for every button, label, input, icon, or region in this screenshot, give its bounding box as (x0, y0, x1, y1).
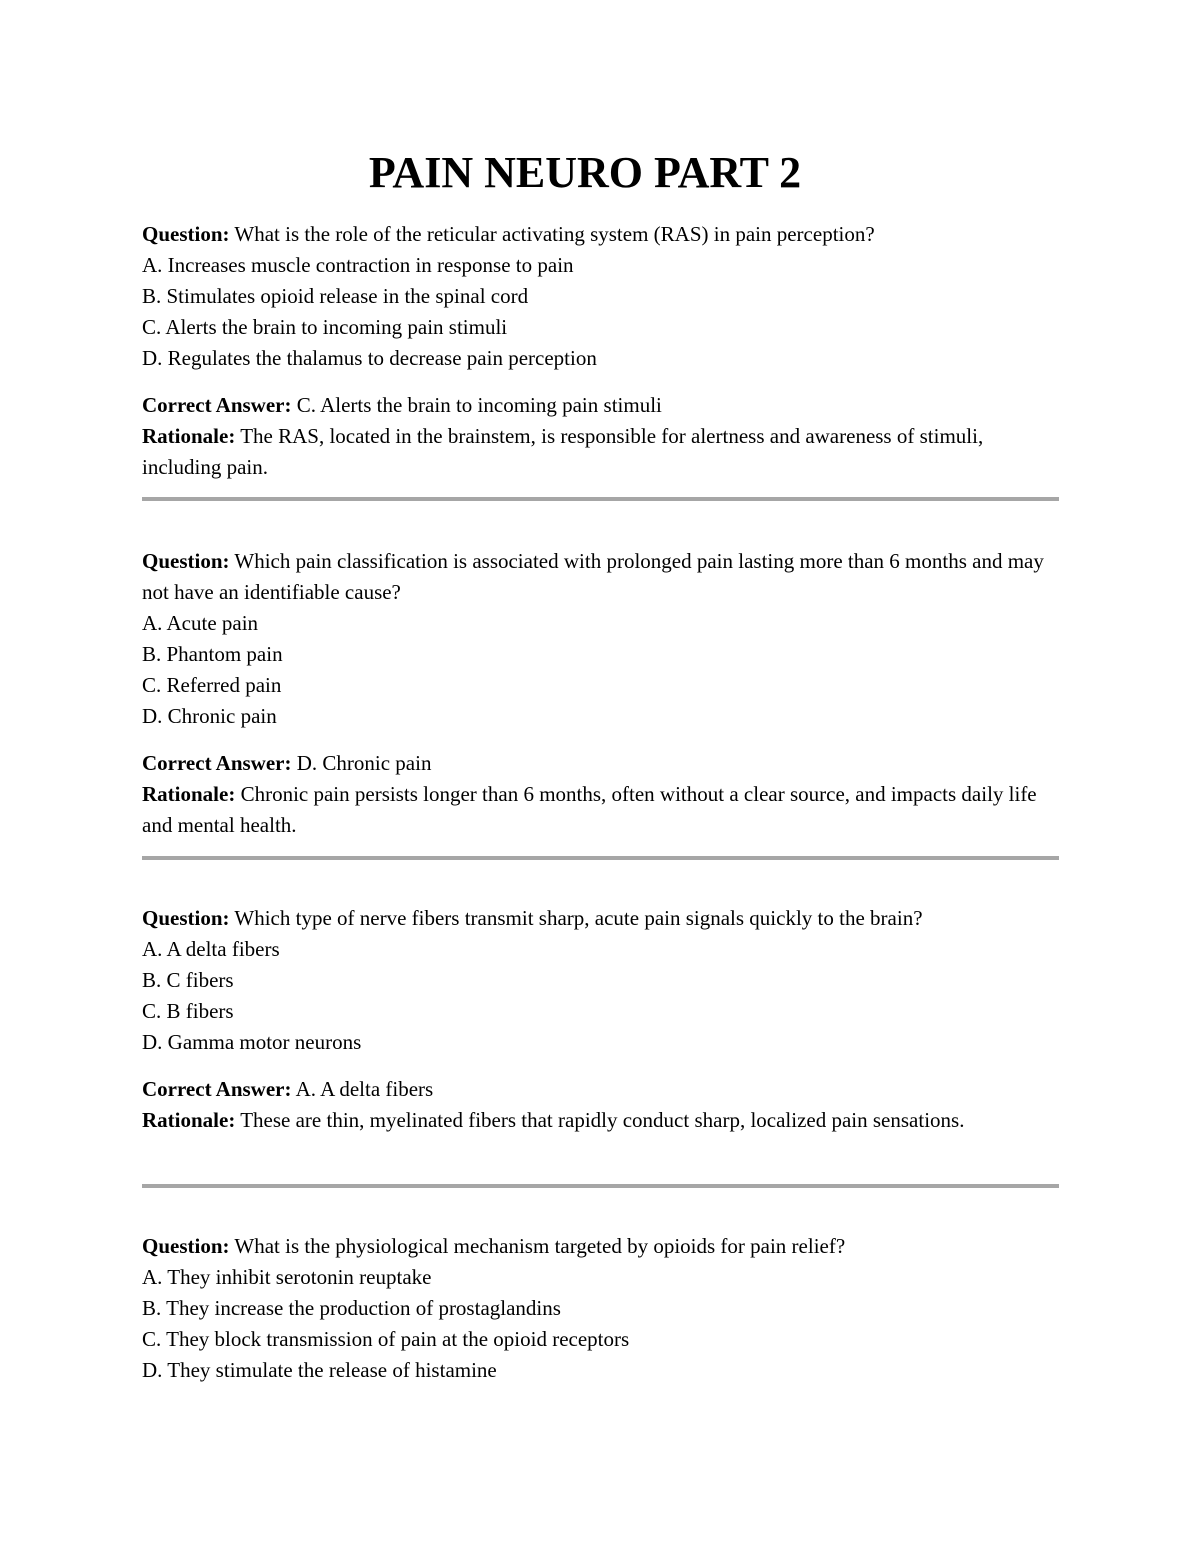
question-label: Question: (142, 906, 230, 930)
question-body: Which type of nerve fibers transmit sharp, acute pain signals quickly to the brain? (234, 906, 923, 930)
correct-answer (142, 1074, 1062, 1105)
question-text (142, 903, 1062, 934)
answer-option: B. Stimulates opioid release in the spinal cord (142, 284, 529, 308)
correct-answer-value: A. A delta fibers (295, 1077, 434, 1101)
question-text (142, 219, 1062, 250)
question-text (142, 546, 1062, 608)
correct-answer-value: C. Alerts the brain to incoming pain stimuli (296, 393, 662, 417)
answer-option: C. They block transmission of pain at the opioid receptors (142, 1327, 630, 1351)
question-label: Question: (142, 549, 230, 573)
answer-option: B. They increase the production of prostaglandins (142, 1296, 561, 1320)
rationale-label: Rationale: (142, 1108, 236, 1132)
answer-option: B. Phantom pain (142, 642, 283, 666)
correct-answer-label: Correct Answer: (142, 1077, 292, 1101)
correct-answer-label: Correct Answer: (142, 751, 292, 775)
rationale-label: Rationale: (142, 424, 236, 448)
question-body: What is the role of the reticular activating system (RAS) in pain perception? (234, 222, 875, 246)
rationale (142, 421, 1062, 483)
question-block-1 (142, 219, 1062, 483)
correct-answer-value: D. Chronic pain (296, 751, 432, 775)
correct-answer (142, 390, 1062, 421)
answer-option: B. C fibers (142, 968, 234, 992)
answer-option: A. Increases muscle contraction in response to pain (142, 253, 574, 277)
rationale-text: These are thin, myelinated fibers that rapidly conduct sharp, localized pain sensations. (240, 1108, 965, 1132)
answer-option: A. They inhibit serotonin reuptake (142, 1265, 432, 1289)
question-label: Question: (142, 222, 230, 246)
answer-option: D. They stimulate the release of histamine (142, 1358, 497, 1382)
divider (142, 497, 1059, 501)
answer-option: C. Referred pain (142, 673, 282, 697)
rationale-text: Chronic pain persists longer than 6 months, often without a clear source, and impacts daily life and mental health. (142, 782, 1037, 837)
page-title: PAIN NEURO PART 2 (368, 148, 802, 197)
divider (142, 1184, 1059, 1188)
question-body: What is the physiological mechanism targeted by opioids for pain relief? (234, 1234, 846, 1258)
answer-option: D. Gamma motor neurons (142, 1030, 362, 1054)
correct-answer-label: Correct Answer: (142, 393, 292, 417)
rationale (142, 1105, 1062, 1136)
correct-answer (142, 748, 1062, 779)
rationale-text: The RAS, located in the brainstem, is responsible for alertness and awareness of stimuli, including pain. (142, 424, 984, 479)
answer-option: A. Acute pain (142, 611, 259, 635)
question-block-3 (142, 903, 1062, 1136)
rationale (142, 779, 1062, 841)
question-label: Question: (142, 1234, 230, 1258)
answer-option: D. Chronic pain (142, 704, 277, 728)
divider (142, 856, 1059, 860)
question-block-2 (142, 546, 1062, 841)
answer-option: C. B fibers (142, 999, 234, 1023)
question-body: Which pain classification is associated with prolonged pain lasting more than 6 months and may not have an identifiable cause? (142, 549, 1044, 604)
answer-option: C. Alerts the brain to incoming pain stimuli (142, 315, 508, 339)
answer-option: D. Regulates the thalamus to decrease pain perception (142, 346, 597, 370)
question-text (142, 1231, 1062, 1262)
rationale-label: Rationale: (142, 782, 236, 806)
question-block-4 (142, 1231, 1062, 1386)
answer-option: A. A delta fibers (142, 937, 280, 961)
